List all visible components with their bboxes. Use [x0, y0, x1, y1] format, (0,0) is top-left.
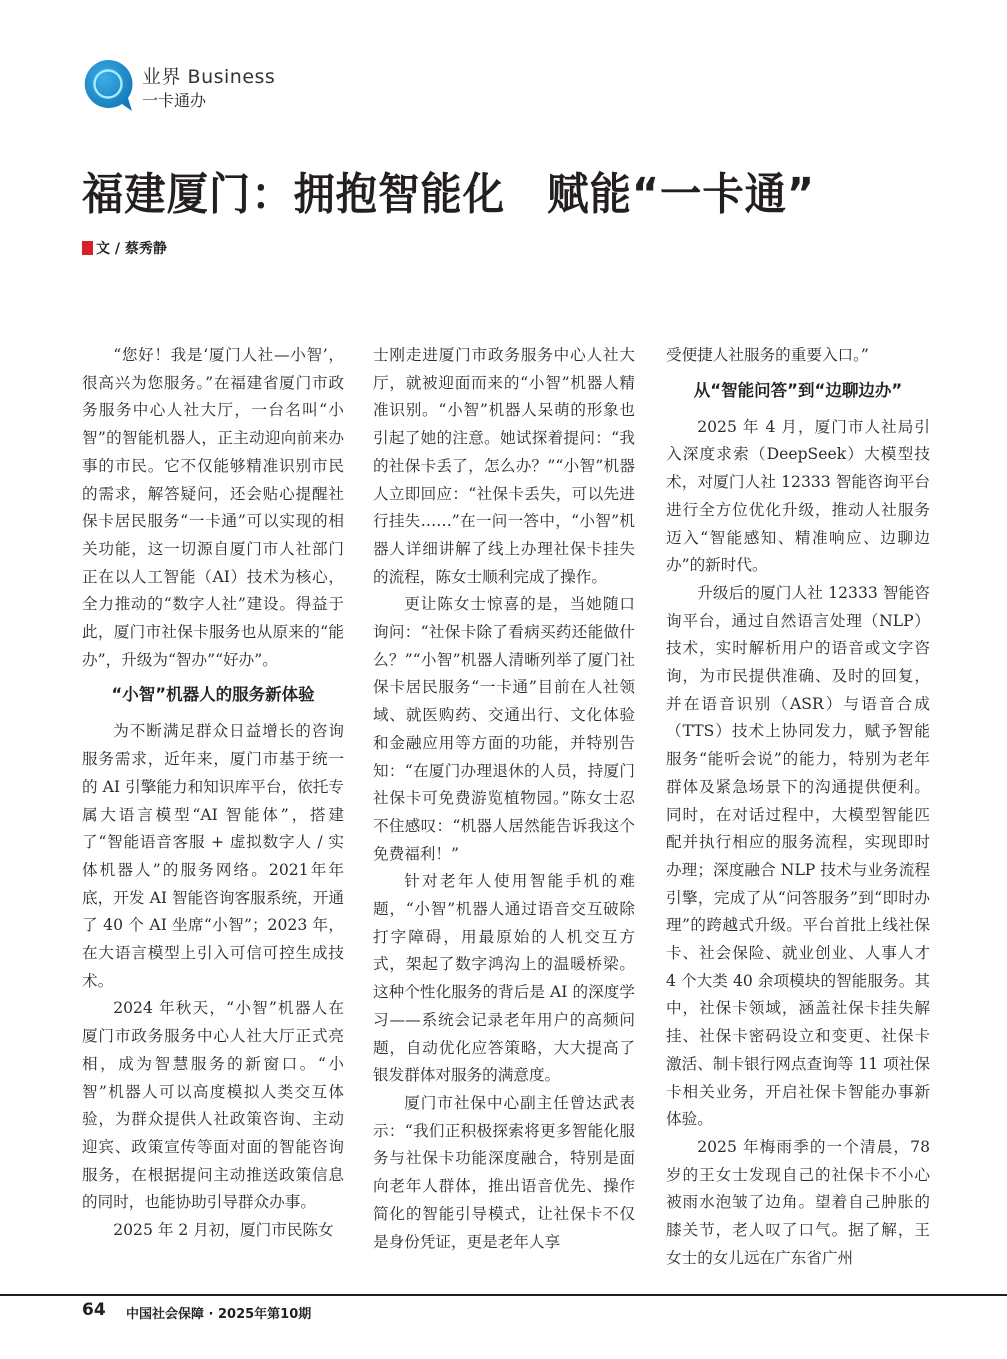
byline-text: 文 / 蔡秀静	[96, 241, 167, 257]
article-column-3	[666, 342, 930, 1273]
paragraph: “您好！我是‘厦门人社—小智’，很高兴为您服务。”在福建省厦门市政务服务中心人社大厅，一台名叫“小智”的智能机器人，正主动迎向前来办事的市民。它不仅能够精准识别市民的需求，解答疑问，还会贴心提醒社保卡居民服务“一卡通”可以实现的相关功能，这一切源自厦门市人社部门正在以人工智能（AI）技术为核心，全力推动的“数字人社”建设。得益于此，厦门市社保卡服务也从原来的“能办”，升级为“智办”“好办”。	[82, 346, 344, 669]
paragraph: 厦门市社保中心副主任曾达武表示：“我们正积极探索将更多智能化服务与社保卡功能深度融合，特别是面向老年人群体，推出语音优先、操作简化的智能引导模式，让社保卡不仅是身份凭证，更是老年人享	[373, 1093, 635, 1251]
section-label: 业界 Business	[142, 66, 276, 88]
publication-info: 中国社会保障 · 2025年第10期	[126, 1307, 312, 1322]
article-column-1	[82, 342, 344, 1245]
subsection-label: 一卡通办	[142, 91, 207, 110]
section-heading: 从“智能问答”到“边聊边办”	[693, 380, 903, 400]
section-heading: “小智”机器人的服务新体验	[111, 685, 315, 705]
paragraph: 2025 年 2 月初，厦门市民陈女	[113, 1221, 334, 1240]
article-column-2	[373, 342, 635, 1256]
speech-bubble-search-icon	[82, 58, 136, 112]
paragraph: 升级后的厦门人社 12333 智能咨询平台，通过自然语言处理（NLP）技术，实时解析用户的语音或文字咨询，为市民提供准确、及时的回复，并在语音识别（ASR）与语音合成（TTS）技术上协同发力，赋予智能服务“能听会说”的能力，特别为老年群体及紧急场景下的沟通提供便利。同时，在对话过程中，大模型智能匹配并执行相应的服务流程，实现即时办理；深度融合 NLP 技术与业务流程引擎，完成了从“问答服务”到“即时办理”的跨越式升级。平台首批上线社保卡、社会保险、就业创业、人事人才 4 个大类 40 余项模块的智能服务。其中，社保卡领域，涵盖社保卡挂失解挂、社保卡密码设立和变更、社保卡激活、制卡银行网点查询等 11 项社保卡相关业务，开启社保卡智能办事新体验。	[666, 583, 930, 1129]
paragraph: 士刚走进厦门市政务服务中心人社大厅，就被迎面而来的“小智”机器人精准识别。“小智”机器人呆萌的形象也引起了她的注意。她试探着提问：“我的社保卡丢了，怎么办？”“小智”机器人立即回应：“社保卡丢失，可以先进行挂失……”在一问一答中，“小智”机器人详细讲解了线上办理社保卡挂失的流程，陈女士顺利完成了操作。	[373, 346, 635, 586]
paragraph: 针对老年人使用智能手机的难题，“小智”机器人通过语音交互破除打字障碍，用最原始的人机交互方式，架起了数字鸿沟上的温暖桥梁。这种个性化服务的背后是 AI 的深度学习——系统会记录老年用户的高频问题，自动优化应答策略，大大提高了银发群体对服务的满意度。	[373, 872, 635, 1085]
footer-rule	[0, 1294, 1007, 1296]
paragraph: 2025 年 4 月，厦门市人社局引入深度求索（DeepSeek）大模型技术，对厦门人社 12333 智能咨询平台进行全方位优化升级，推动人社服务迈入“智能感知、精准响应、边聊边办”的新时代。	[666, 417, 930, 575]
paragraph: 受便捷人社服务的重要入口。”	[666, 346, 869, 364]
page-number: 64	[82, 1300, 106, 1320]
paragraph: 更让陈女士惊喜的是，当她随口询问：“社保卡除了看病买药还能做什么？”“小智”机器人清晰列举了厦门社保卡居民服务“一卡通”目前在人社领域、就医购药、交通出行、文化体验和金融应用等方面的功能，并特别告知：“在厦门办理退休的人员，持厦门社保卡可免费游览植物园。”陈女士忍不住感叹：“机器人居然能告诉我这个免费福利！”	[373, 595, 635, 863]
byline-marker	[82, 241, 93, 255]
paragraph: 2025 年梅雨季的一个清晨，78 岁的王女士发现自己的社保卡不小心被雨水泡皱了边角。望着自己肿胀的膝关节，老人叹了口气。据了解，王女士的女儿远在广东省广州	[666, 1137, 930, 1267]
byline	[82, 238, 167, 258]
article-title: 福建厦门：拥抱智能化 赋能“一卡通”	[82, 169, 816, 220]
paragraph: 2024 年秋天，“小智”机器人在厦门市政务服务中心人社大厅正式亮相，成为智慧服务的新窗口。“小智”机器人可以高度模拟人类交互体验，为群众提供人社政策咨询、主动迎宾、政策宣传等面对面的智能咨询服务，在根据提问主动推送政策信息的同时，也能协助引导群众办事。	[82, 999, 344, 1212]
paragraph: 为不断满足群众日益增长的咨询服务需求，近年来，厦门市基于统一的 AI 引擎能力和知识库平台，依托专属大语言模型“AI 智能体”，搭建了“智能语音客服 + 虚拟数字人 / 实体机器人”的服务网络。2021年年底，开发 AI 智能咨询客服系统，开通了 40 个 AI 坐席“小智”；2023 年，在大语言模型上引入可信可控生成技术。	[82, 722, 344, 990]
